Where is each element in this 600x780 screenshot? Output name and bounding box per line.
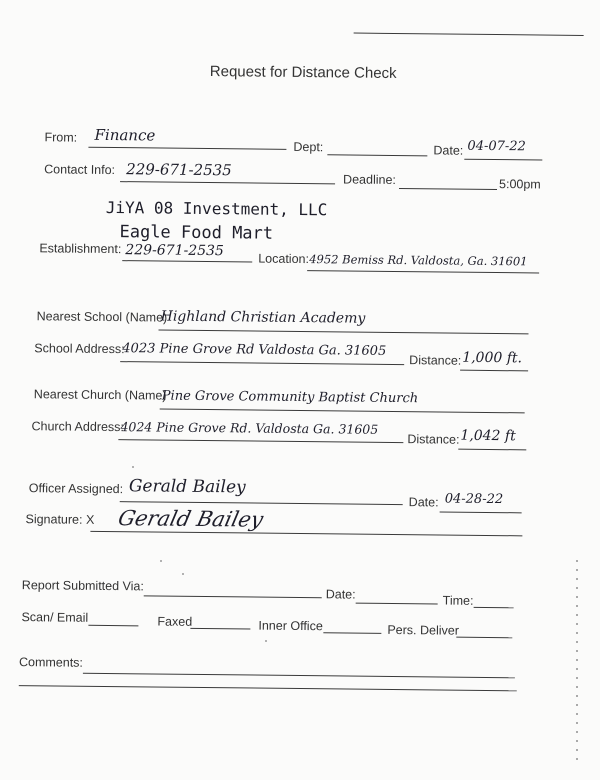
comments-line-2 <box>19 685 517 691</box>
location-line <box>307 270 539 273</box>
top-rule <box>354 33 584 36</box>
location-value: 4952 Bemiss Rd. Valdosta, Ga. 31601 <box>309 252 528 269</box>
scan-speck <box>132 466 134 468</box>
business-name-line1: JiYA 08 Investment, LLC <box>105 197 328 220</box>
officer-assigned-line <box>120 501 403 505</box>
officer-assigned-label: Officer Assigned: <box>28 481 124 497</box>
deadline-label: Deadline: <box>343 172 397 187</box>
nearest-church-line <box>160 409 525 414</box>
date-label: Date: <box>433 143 464 158</box>
contact-info-value: 229-671-2535 <box>126 160 232 180</box>
faxed-line <box>190 628 250 630</box>
school-distance-value: 1,000 ft. <box>462 349 523 367</box>
officer-date-line <box>440 511 522 513</box>
church-address-label: Church Address: <box>31 419 124 435</box>
church-address-value: 4024 Pine Grove Rd. Valdosta Ga. 31605 <box>120 419 379 437</box>
inner-office-label: Inner Office <box>258 618 323 634</box>
faxed-label: Faxed <box>157 614 193 629</box>
school-address-line <box>120 361 404 365</box>
church-distance-value: 1,042 ft <box>460 427 516 445</box>
nearest-school-label: Nearest School (Name) <box>36 309 168 325</box>
church-address-line <box>118 439 403 443</box>
scan-speck <box>182 573 184 575</box>
location-label: Location: <box>258 251 310 267</box>
submission-date-label: Date: <box>325 587 356 602</box>
form-title: Request for Distance Check <box>209 63 397 82</box>
scan-speck <box>160 560 162 562</box>
pers-deliver-line <box>456 637 512 639</box>
scan-speck <box>265 640 267 642</box>
submission-time-line <box>474 607 514 608</box>
from-value: Finance <box>94 125 156 145</box>
establishment-phone-value: 229-671-2535 <box>125 242 224 260</box>
dept-line <box>327 154 427 156</box>
officer-date-label: Date: <box>408 495 439 510</box>
scan-email-line <box>88 625 138 627</box>
establishment-label: Establishment: <box>39 241 122 257</box>
from-label: From: <box>44 130 78 145</box>
church-name-value: Pine Grove Community Baptist Church <box>161 388 419 407</box>
comments-label: Comments: <box>18 655 84 670</box>
request-date-value: 04-07-22 <box>467 138 526 155</box>
signature-label: Signature: X <box>25 512 95 527</box>
submission-time-label: Time: <box>442 593 474 608</box>
contact-info-line <box>120 181 335 184</box>
scan-edge-noise <box>576 560 578 760</box>
report-submitted-via-line <box>144 595 322 598</box>
church-distance-line <box>458 449 526 451</box>
nearest-church-label: Nearest Church (Name) <box>33 387 167 403</box>
date-line <box>464 159 542 161</box>
contact-info-label: Contact Info: <box>44 162 116 178</box>
officer-date-value: 04-28-22 <box>444 491 504 508</box>
signature-line <box>90 531 522 537</box>
pers-deliver-label: Pers. Deliver <box>387 622 460 638</box>
comments-line-1 <box>83 673 515 679</box>
officer-signature: Gerald Bailey <box>115 506 266 532</box>
establishment-line <box>122 260 252 262</box>
school-address-label: School Address: <box>34 341 125 357</box>
business-name-line2: Eagle Food Mart <box>119 222 274 244</box>
inner-office-line <box>323 632 381 634</box>
school-distance-line <box>460 370 528 372</box>
deadline-time: 5:00pm <box>498 177 541 192</box>
scan-email-label: Scan/ Email <box>21 610 89 625</box>
submission-date-line <box>356 603 438 605</box>
nearest-school-line <box>159 330 529 335</box>
dept-label: Dept: <box>293 139 324 155</box>
officer-assigned-value: Gerald Bailey <box>128 476 246 498</box>
school-address-value: 4023 Pine Grove Rd Valdosta Ga. 31605 <box>122 341 387 359</box>
deadline-line <box>399 188 497 190</box>
school-name-value: Highland Christian Academy <box>160 308 366 327</box>
report-submitted-via-label: Report Submitted Via: <box>21 578 144 594</box>
from-line <box>88 147 286 150</box>
school-distance-label: Distance: <box>409 353 462 368</box>
church-distance-label: Distance: <box>407 432 460 447</box>
